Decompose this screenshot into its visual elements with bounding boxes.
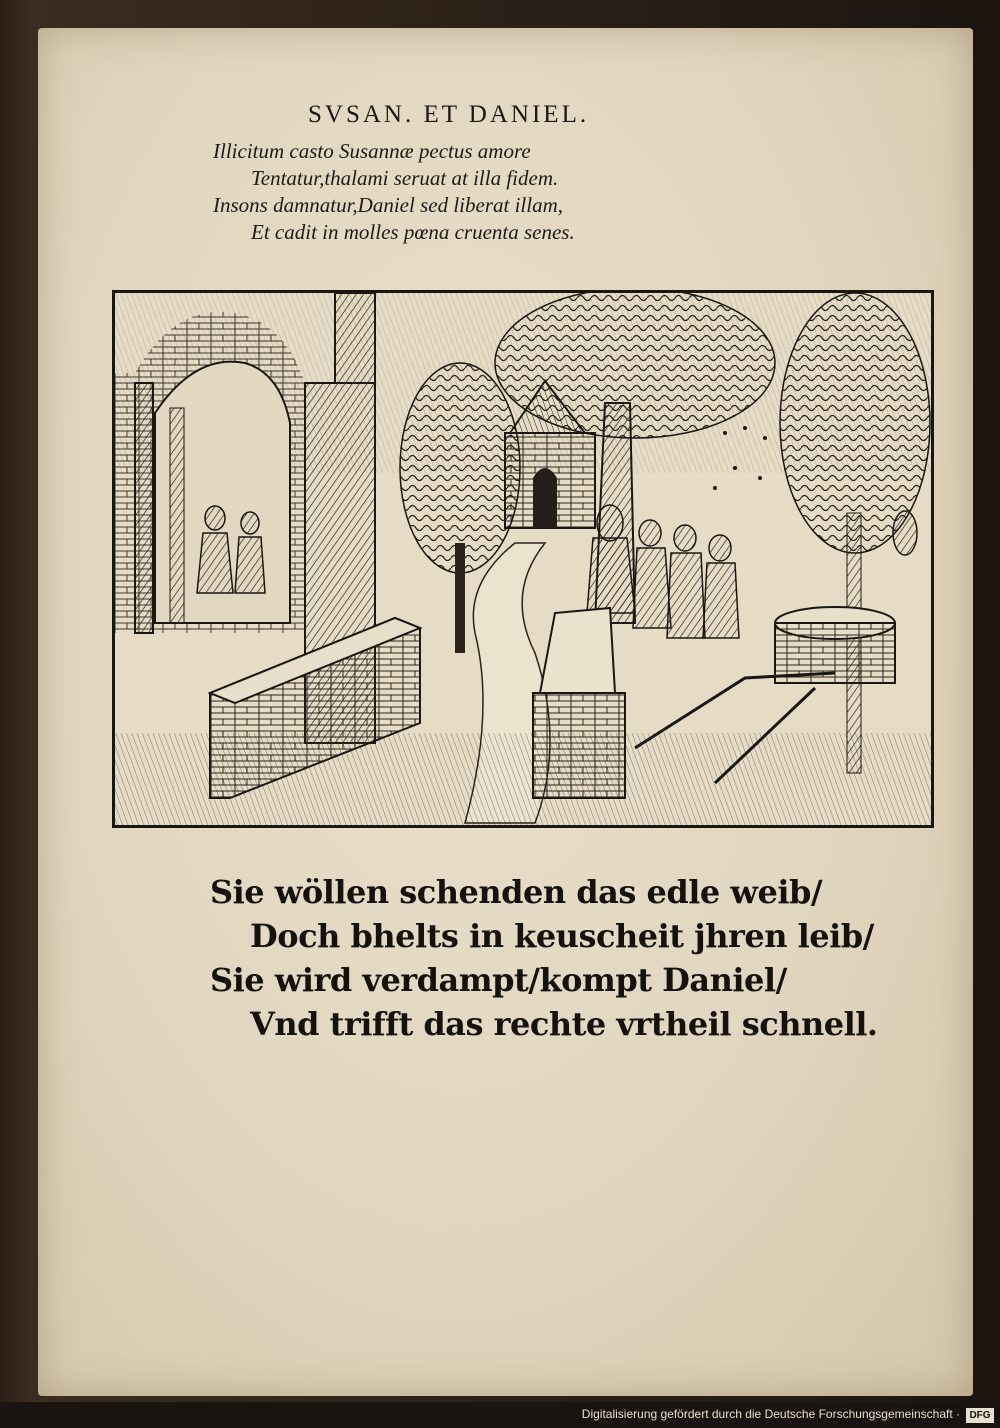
digitization-footer — [0, 1402, 1000, 1428]
german-verse — [210, 870, 878, 1046]
latin-verse — [213, 138, 575, 246]
dfg-logo: DFG — [966, 1408, 994, 1423]
german-line: Sie wird verdampt/kompt Daniel/ — [210, 961, 787, 999]
latin-line: Illicitum casto Susannæ pectus amore — [213, 139, 531, 163]
footer-credit: Digitalisierung gefördert durch die Deutsche Forschungsgemeinschaft · — [581, 1407, 960, 1421]
german-line: Vnd trifft das rechte vrtheil schnell. — [250, 1005, 878, 1043]
woodcut-illustration — [112, 290, 934, 828]
german-line: Doch bhelts in keuscheit jhren leib/ — [250, 917, 874, 955]
page-heading: SVSAN. ET DANIEL. — [308, 101, 590, 128]
latin-line: Insons damnatur,Daniel sed liberat illam, — [213, 193, 563, 217]
latin-line: Et cadit in molles pœna cruenta senes. — [251, 220, 575, 244]
woodcut-drawing — [115, 293, 931, 825]
german-line: Sie wöllen schenden das edle weib/ — [210, 873, 823, 911]
latin-line: Tentatur,thalami seruat at illa fidem. — [251, 166, 559, 190]
book-page — [38, 28, 973, 1396]
